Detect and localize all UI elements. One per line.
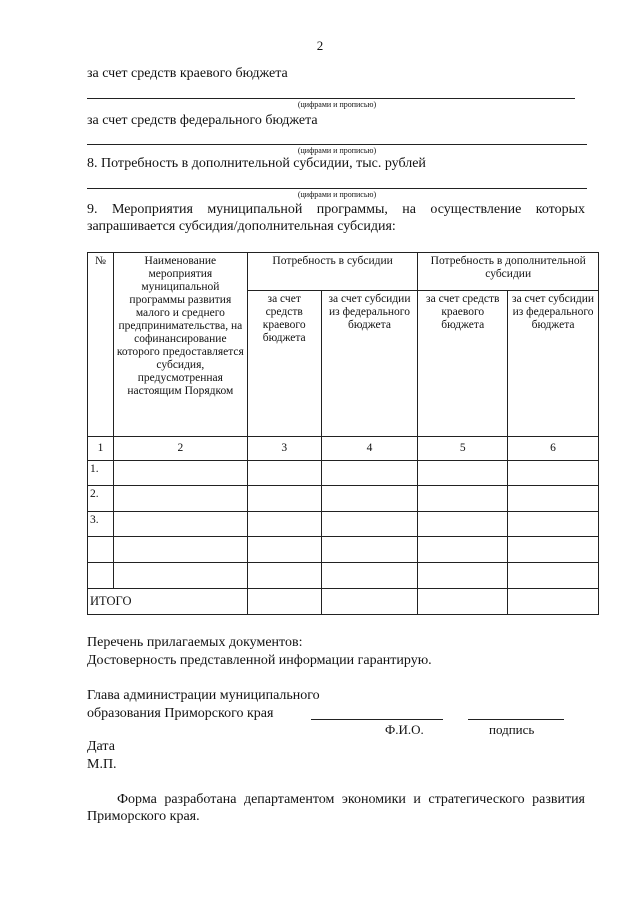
header-additional-regional: за счет средств краевого бюджета <box>418 291 508 437</box>
table-cell <box>247 537 321 563</box>
regional-budget-field <box>87 98 575 99</box>
additional-subsidy-label: 8. Потребность в дополнительной субсидии, тыс. рублей <box>87 156 426 171</box>
column-number: 2 <box>113 437 247 461</box>
table-cell <box>508 589 599 615</box>
fio-label: Ф.И.О. <box>385 722 424 737</box>
table-row <box>88 563 599 589</box>
table-cell <box>418 589 508 615</box>
federal-budget-field <box>87 144 587 145</box>
table-row <box>88 461 599 486</box>
table-row <box>88 486 599 512</box>
head-title-line2: образования Приморского края <box>87 706 274 721</box>
table-cell <box>321 486 418 512</box>
head-title-line1: Глава администрации муниципального <box>87 688 320 703</box>
additional-subsidy-hint: (цифрами и прописью) <box>297 190 377 199</box>
column-number-row <box>88 437 599 461</box>
table-cell <box>418 537 508 563</box>
row-number: 2. <box>88 486 114 512</box>
header-subsidy-federal: за счет субсидии из федерального бюджета <box>321 291 418 437</box>
table-cell <box>247 563 321 589</box>
table-cell <box>113 461 247 486</box>
table-cell <box>321 537 418 563</box>
header-subsidy-regional: за счет средств краевого бюджета <box>247 291 321 437</box>
regional-budget-label: за счет средств краевого бюджета <box>87 66 288 81</box>
table-cell <box>508 486 599 512</box>
federal-budget-label: за счет средств федерального бюджета <box>87 113 318 128</box>
table-cell <box>113 563 247 589</box>
signature-field <box>468 719 564 720</box>
table-cell <box>113 486 247 512</box>
header-number: № <box>88 253 114 437</box>
column-number: 1 <box>88 437 114 461</box>
regional-budget-hint: (цифрами и прописью) <box>297 100 377 109</box>
fio-field <box>311 719 443 720</box>
table-cell <box>113 537 247 563</box>
additional-subsidy-field <box>87 188 587 189</box>
seal-label: М.П. <box>87 757 117 772</box>
header-subsidy-need: Потребность в субсидии <box>247 253 418 291</box>
header-activity-name: Наименование мероприятия муниципальной программы развития малого и среднего предпринимательства, на софинансирование которого предоставляется субсидия, предусмотренная настоящим Порядком <box>113 253 247 437</box>
column-number: 5 <box>418 437 508 461</box>
row-number: 3. <box>88 512 114 537</box>
column-number: 3 <box>247 437 321 461</box>
header-additional-federal: за счет субсидии из федерального бюджета <box>508 291 599 437</box>
row-number <box>88 563 114 589</box>
table-cell <box>508 563 599 589</box>
total-label: ИТОГО <box>88 589 248 615</box>
signature-label: подпись <box>489 722 535 737</box>
table-cell <box>321 512 418 537</box>
section-9-heading: 9. Мероприятия муниципальной программы, на осуществление которых запрашивается субсидия/дополнительная субсидия: <box>87 202 585 234</box>
column-number: 4 <box>321 437 418 461</box>
table-cell <box>508 461 599 486</box>
guarantee-statement: Достоверность представленной информации гарантирую. <box>87 653 432 668</box>
table-cell <box>321 563 418 589</box>
table-cell <box>418 486 508 512</box>
table-cell <box>247 589 321 615</box>
row-number: 1. <box>88 461 114 486</box>
table-cell <box>508 512 599 537</box>
form-developer-note: Форма разработана департаментом экономики и стратегического развития Приморского края. <box>87 792 585 824</box>
table-cell <box>418 512 508 537</box>
table-cell <box>321 461 418 486</box>
table-cell <box>113 512 247 537</box>
table-cell <box>247 461 321 486</box>
table-cell <box>321 589 418 615</box>
table-cell <box>508 537 599 563</box>
subsidy-table <box>87 252 599 615</box>
table-row <box>88 512 599 537</box>
column-number: 6 <box>508 437 599 461</box>
page-number: 2 <box>316 38 324 53</box>
table-cell <box>418 563 508 589</box>
total-row <box>88 589 599 615</box>
table-cell <box>247 512 321 537</box>
table-row <box>88 537 599 563</box>
documents-list-label: Перечень прилагаемых документов: <box>87 635 303 650</box>
table-cell <box>418 461 508 486</box>
table-cell <box>247 486 321 512</box>
federal-budget-hint: (цифрами и прописью) <box>297 146 377 155</box>
date-label: Дата <box>87 739 115 754</box>
header-additional-subsidy-need: Потребность в дополнительной субсидии <box>418 253 599 291</box>
row-number <box>88 537 114 563</box>
